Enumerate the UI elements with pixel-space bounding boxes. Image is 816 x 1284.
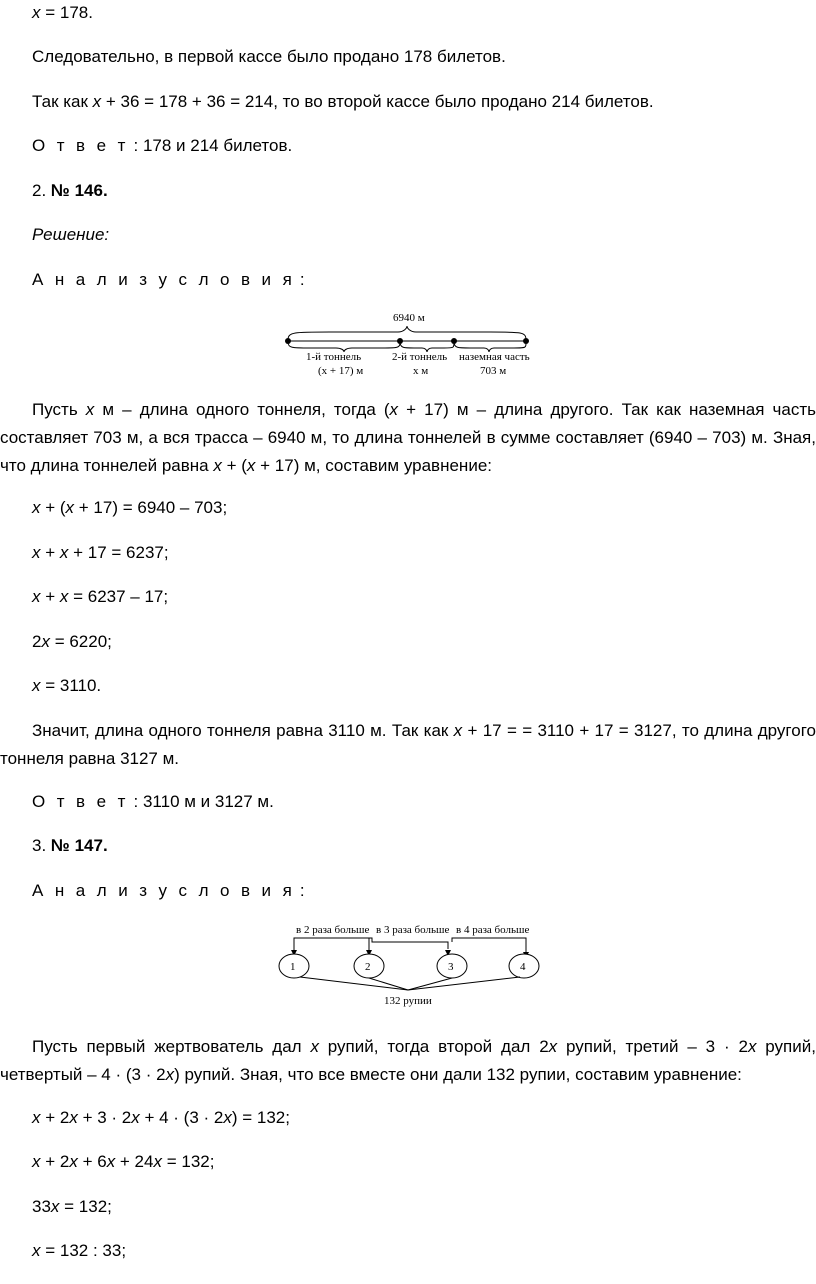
equation-line [32,1,93,25]
variable: x [310,1037,319,1056]
variable: x [223,1108,232,1127]
text: ) рупий. Зная, что все вместе они дали 132 рупии, составим уравнение: [174,1065,742,1084]
variable: x [453,721,463,740]
segment-label: 1-й тоннель [306,351,362,363]
text: + 2 [40,1108,70,1127]
relation-arrow [369,938,448,949]
equation-line [32,585,168,609]
text: Значит, длина одного тоннеля равна 3110 м. Так как [32,721,454,740]
paragraph [0,1033,816,1089]
variable: x [41,632,50,651]
tunnel-diagram [270,304,550,382]
variable: x [747,1037,757,1056]
text: 33 [32,1197,51,1216]
variable: x [85,400,95,419]
variable: x [32,498,41,517]
equation-line [32,674,101,698]
variable: x [165,1065,175,1084]
text: + 17) м, составим уравнение: [255,456,492,475]
relation-label: в 3 раза больше [376,924,450,936]
text: = 132 : 33; [40,1241,127,1260]
text: А н а л и з у с л о в и я [32,881,296,900]
segment-sublabel: (x + 17) м [318,365,364,377]
sum-connector [300,977,520,990]
variable: x [389,400,399,419]
text: рупий, четвертый – 4 · (3 · 2 [0,1037,816,1084]
conclusion-text [32,90,654,114]
answer-text: : 178 и 214 билетов. [133,136,293,155]
variable: x [246,456,256,475]
variable: x [50,1197,60,1216]
sum-connector [408,978,452,990]
text: м – длина одного тоннеля, тогда ( [94,400,390,419]
node-number: 1 [290,961,296,973]
analysis-heading [32,268,305,292]
task-title: № 147. [50,836,108,855]
text: Пусть первый жертвователь дал [32,1037,311,1056]
text: + 4 · (3 · 2 [139,1108,224,1127]
equation-line [32,541,169,565]
sum-connector [369,978,408,990]
variable: x [32,587,41,606]
segment-label: наземная часть [459,351,530,363]
text: + 17 = = 3110 + 17 = 3127, то длина другого тоннеля равна 3127 м. [0,721,816,768]
task-number: 3. [32,836,47,855]
text: ) = 132; [231,1108,290,1127]
variable: x [59,543,69,562]
relation-arrow [294,938,369,951]
text: + 3 · 2 [77,1108,132,1127]
variable: x [32,1241,41,1260]
segment-sublabel: x м [413,365,429,377]
node-number: 4 [520,961,526,973]
answer-label: О т в е т [32,792,129,811]
text: рупий, тогда второй дал 2 [318,1037,549,1056]
task-number: 2. [32,181,47,200]
variable: x [32,543,41,562]
relation-label: в 4 раза больше [456,924,530,936]
variable: x [69,1152,78,1171]
text: + ( [221,456,247,475]
equation-line [32,1106,290,1130]
variable: x [69,1108,78,1127]
answer-line [32,134,292,158]
task-heading [32,179,108,203]
total-length-label: 6940 м [393,312,425,324]
text: + 6 [77,1152,107,1171]
segment-sublabel: 703 м [480,365,507,377]
text: А н а л и з у с л о в и я [32,270,296,289]
variable: x [32,676,41,695]
variable: x [548,1037,558,1056]
text: = 132; [161,1152,215,1171]
text: + [40,587,60,606]
text: = 3110. [40,676,102,695]
text: рупий, третий – 3 · 2 [557,1037,748,1056]
variable: x [32,1152,41,1171]
answer-text: : 3110 м и 3127 м. [133,792,274,811]
text: : [299,270,305,289]
paragraph [0,396,816,480]
text: 2 [32,632,42,651]
task-heading [32,834,108,858]
variable: x [153,1152,162,1171]
variable: x [59,587,69,606]
equation-line [32,1150,214,1174]
equation-text: = 178. [45,3,93,22]
equation-line [32,1195,112,1219]
task-title: № 146. [50,181,108,200]
equation-line [32,496,227,520]
conclusion-text: Следовательно, в первой кассе было продано 178 билетов. [32,47,506,66]
variable: x [32,3,41,22]
paragraph [0,717,816,773]
text: + 24 [115,1152,154,1171]
variable: x [92,92,102,111]
node-number: 3 [448,961,454,973]
text: : [299,881,305,900]
text: Пусть [32,400,86,419]
node-number: 2 [365,961,371,973]
relation-label: в 2 раза больше [296,924,370,936]
variable: x [65,498,75,517]
equation-line [32,630,112,654]
total-label: 132 рупии [384,995,432,1007]
variable: x [213,456,222,475]
total-brace [288,326,526,340]
variable: x [32,1108,41,1127]
text: + ( [40,498,66,517]
text: + 17 = 6237; [68,543,169,562]
answer-line [32,790,274,814]
donors-diagram [270,918,550,1010]
text: = 132; [59,1197,112,1216]
text: Решение: [32,225,110,244]
text: + 2 [40,1152,70,1171]
text: Так как [32,92,93,111]
answer-label: О т в е т [32,136,129,155]
text: + [40,543,60,562]
text: + 36 = 178 + 36 = 214, то во второй кассе было продано 214 билетов. [101,92,654,111]
segment-label: 2-й тоннель [392,351,448,363]
text: + 17) м – длина другого. Так как наземная часть составляет 703 м, а вся трасса – 6940 м, то длина тоннелей в сумме составляет (6940 – 703) м. Зная, что длина тоннелей равна [0,400,816,475]
relation-arrow [452,938,526,953]
analysis-heading [32,879,305,903]
text: + 17) = 6940 – 703; [74,498,228,517]
variable: x [131,1108,140,1127]
equation-line [32,1239,126,1263]
solution-label [32,223,109,247]
text: = 6237 – 17; [68,587,169,606]
text: = 6220; [49,632,112,651]
variable: x [106,1152,116,1171]
